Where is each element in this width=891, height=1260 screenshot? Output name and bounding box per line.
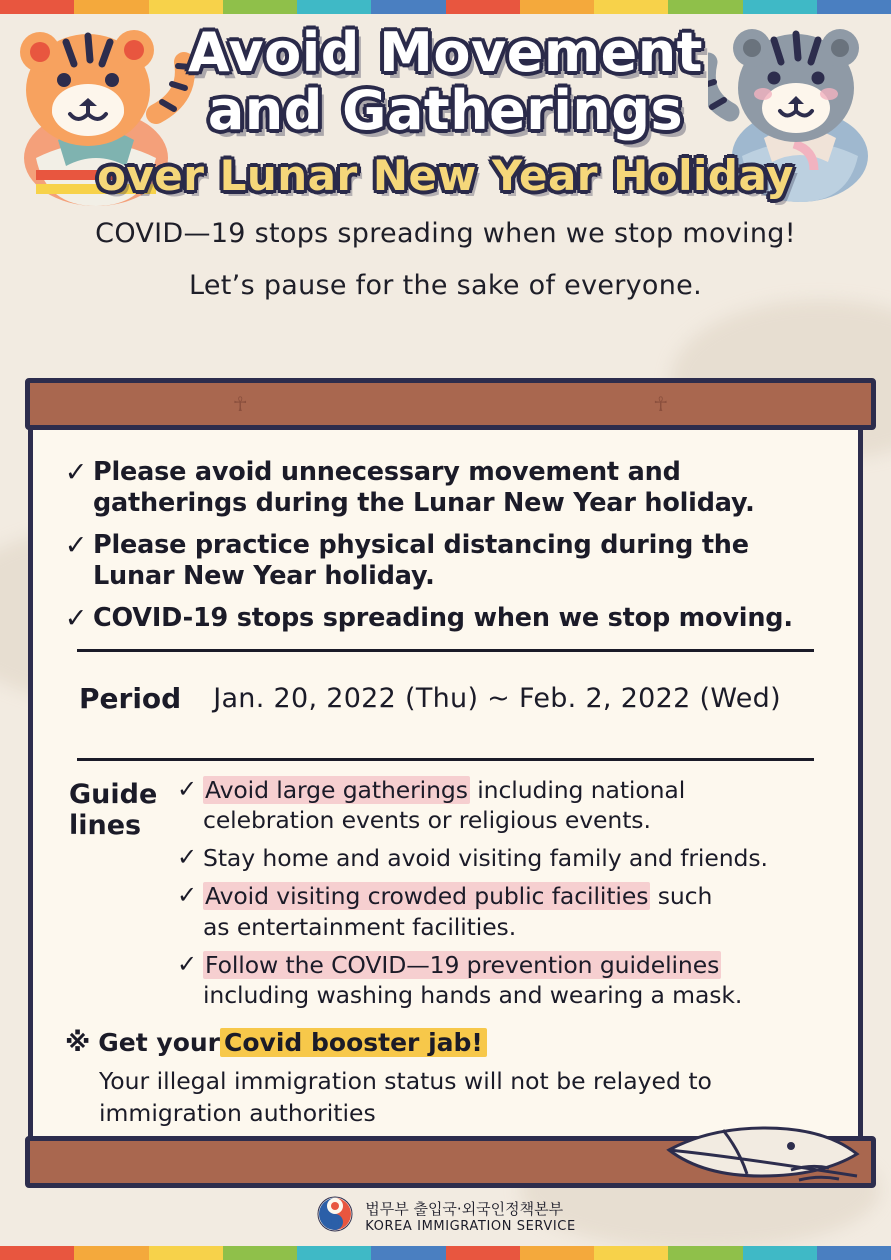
footer-org-block [365,1198,576,1234]
color-strip-segment [149,1246,223,1260]
bullet-item [59,603,832,635]
board-top-bar [25,378,876,430]
note-section [59,1028,832,1129]
guidelines-label-line2: lines [69,810,142,842]
note-highlight: Covid booster jab! [220,1028,487,1057]
color-strip-segment [520,1246,594,1260]
color-strip-segment [594,1246,668,1260]
guideline-item [177,881,832,941]
note-lead: Get your [98,1028,221,1058]
guideline-item [177,843,832,873]
color-strip-segment [743,1246,817,1260]
color-strip-segment [594,0,668,14]
color-strip-segment [297,0,371,14]
color-strip-segment [74,0,148,14]
guideline-text: Stay home and avoid visiting family and friends. [203,844,768,873]
guideline-text [203,950,742,1010]
bullet-text: Please practice physical distancing during the Lunar New Year holiday. [93,530,749,591]
check-icon: ✓ [64,603,88,635]
color-strip-segment [149,0,223,14]
poster-title-line2: and Gatherings [207,79,684,143]
paper-plane-icon [663,1116,863,1200]
divider [77,758,814,761]
color-strip-segment [223,1246,297,1260]
guideline-second-line: celebration events or religious events. [203,806,651,835]
color-strip-segment [446,1246,520,1260]
check-icon: ✓ [177,775,198,804]
guidelines-label-line1: Guide [69,779,158,811]
guideline-second-line: as entertainment facilities. [203,912,517,941]
color-strip-segment [668,1246,742,1260]
guideline-item [177,950,832,1010]
color-strip-segment [0,1246,74,1260]
color-strip-segment [520,0,594,14]
guideline-highlight: Follow the COVID—19 prevention guidelines [205,950,720,979]
color-strip-segment [817,0,891,14]
check-icon: ✓ [177,843,198,872]
bullet-text: Please avoid unnecessary movement and gatherings during the Lunar New Year holiday. [93,457,755,518]
check-icon: ✓ [64,530,88,562]
check-icon: ✓ [177,949,198,978]
guideline-rest: including national [469,776,686,805]
knot-ornament-icon: ☥ [653,392,669,416]
bullet-item [59,457,832,518]
scroll-board [28,378,863,1188]
knot-ornament-icon: ☥ [232,392,248,416]
guidelines-label [69,775,177,1018]
bullet-item [59,530,832,591]
poster-title-line1: Avoid Movement [188,21,703,84]
color-strip-segment [743,0,817,14]
color-strip-segment [0,0,74,14]
note-body-line1: Your illegal immigration status will not be relayed to [99,1066,712,1095]
color-strip-segment [223,0,297,14]
period-row [59,652,832,744]
board-content [33,435,858,1135]
guideline-highlight: Avoid visiting crowded public facilities [205,882,649,911]
guideline-highlight: Avoid large gatherings [205,776,468,805]
poster-subtitle: over Lunar New Year Holiday [97,150,794,200]
note-body-line2: immigration authorities [99,1099,376,1128]
bullet-text: COVID-19 stops spreading when we stop moving. [93,603,793,634]
guidelines-section [59,775,832,1018]
guideline-text [203,775,685,835]
guideline-second-line: including washing hands and wearing a mask. [203,980,743,1009]
tagline-line1: COVID—19 stops spreading when we stop moving! [95,217,796,249]
color-strip-segment [371,1246,445,1260]
color-strip-segment [446,0,520,14]
tagline-line2: Let’s pause for the sake of everyone. [189,270,702,302]
color-strip-segment [74,1246,148,1260]
color-strip-segment [297,1246,371,1260]
poster-header [0,21,891,305]
asterisk-icon: ※ [65,1027,91,1058]
period-value: Jan. 20, 2022 (Thu) ~ Feb. 2, 2022 (Wed) [213,682,781,714]
color-strip-segment [817,1246,891,1260]
guideline-rest: such [650,882,713,911]
guideline-text [203,881,712,941]
korea-government-emblem-icon [315,1194,355,1238]
color-strip-segment [371,0,445,14]
guideline-item [177,775,832,835]
top-color-strip [0,0,891,14]
footer-org-en: KOREA IMMIGRATION SERVICE [365,1219,576,1234]
bullet-list [59,457,832,635]
footer [0,1194,891,1238]
bottom-color-strip [0,1246,891,1260]
check-icon: ✓ [64,457,88,488]
guidelines-list [177,775,832,1018]
color-strip-segment [668,0,742,14]
footer-org-ko: 법무부 출입국·외국인정책본부 [365,1200,564,1218]
note-headline [65,1028,832,1058]
period-label: Period [69,682,191,715]
check-icon: ✓ [177,881,198,910]
